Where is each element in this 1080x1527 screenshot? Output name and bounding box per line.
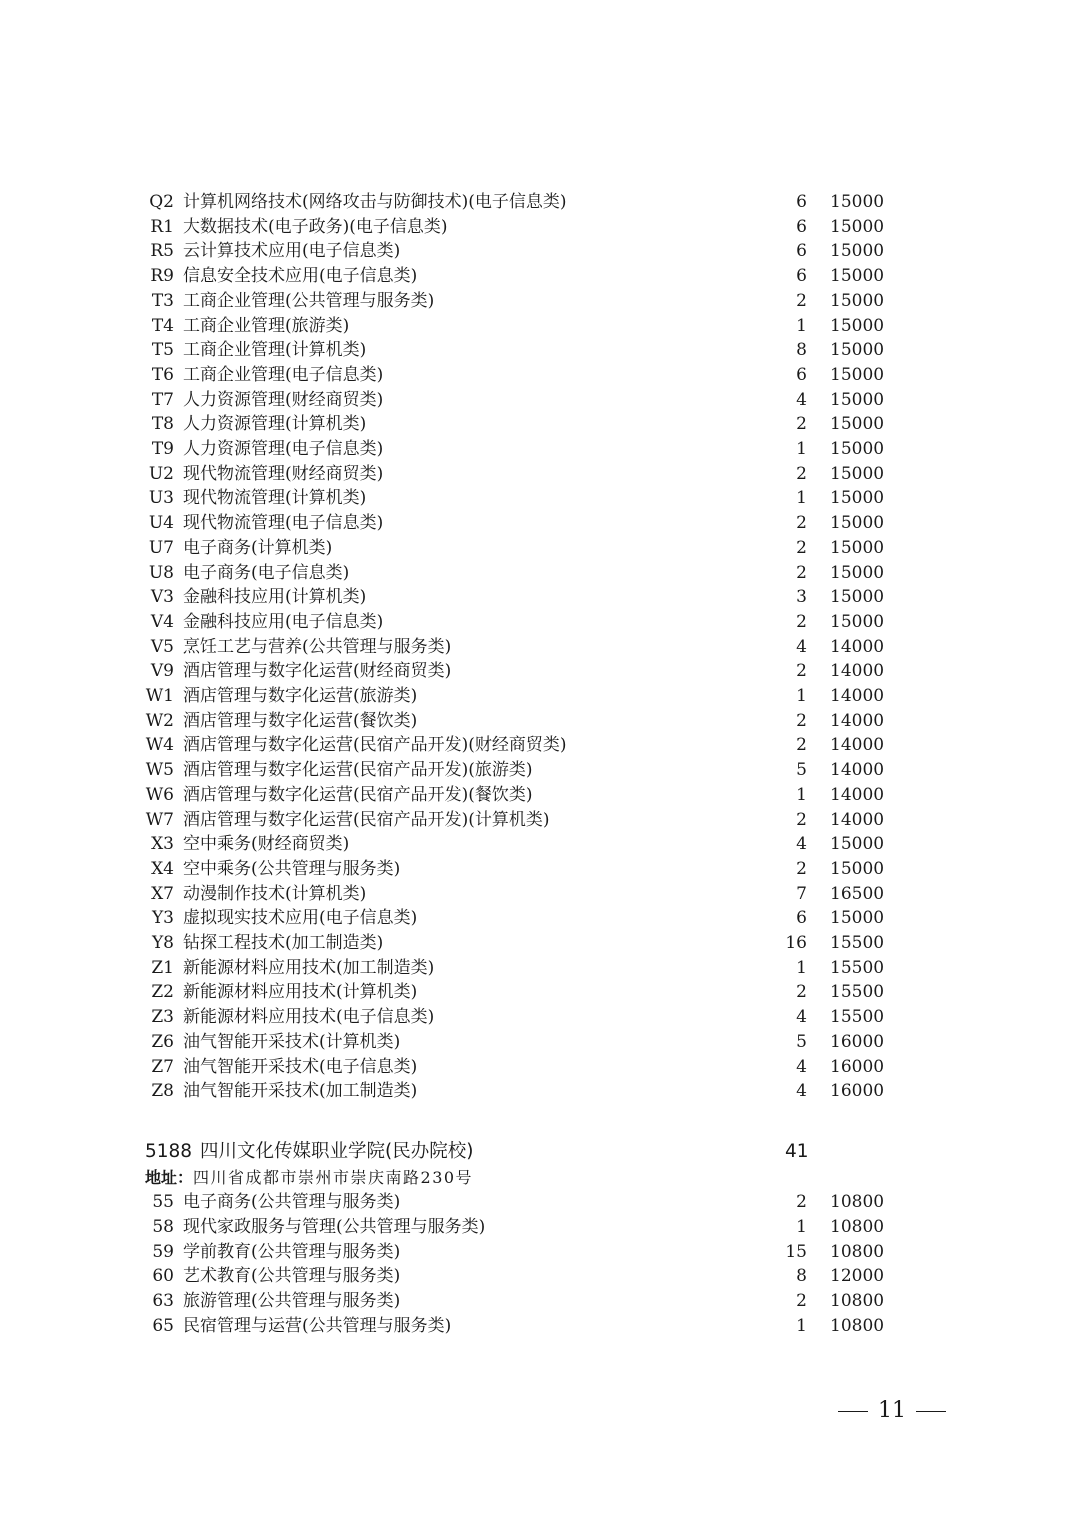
program-name: 旅游管理(公共管理与服务类) — [183, 1291, 401, 1312]
program-name: 钻探工程技术(加工制造类) — [183, 933, 384, 953]
program-code: 65 — [152, 1316, 174, 1336]
program-row — [0, 437, 1080, 462]
program-row — [0, 585, 1080, 610]
program-name: 油气智能开采技术(计算机类) — [183, 1031, 401, 1052]
program-row — [0, 289, 1080, 314]
program-count: 7 — [796, 883, 807, 904]
program-count: 6 — [796, 216, 807, 237]
program-count: 2 — [796, 463, 807, 484]
program-code: W6 — [145, 784, 174, 805]
program-row — [0, 338, 1080, 363]
program-fee: 14000 — [830, 661, 885, 682]
program-fee: 14000 — [830, 760, 885, 781]
program-fee: 16000 — [830, 1081, 885, 1102]
program-name: 新能源材料应用技术(计算机类) — [183, 982, 418, 1003]
program-code: Z3 — [151, 1007, 174, 1028]
program-fee: 15000 — [830, 537, 885, 558]
program-row — [0, 1215, 1080, 1240]
page-dash-right — [916, 1411, 946, 1412]
program-name: 现代家政服务与管理(公共管理与服务类) — [183, 1216, 486, 1237]
program-code: U8 — [148, 562, 174, 583]
program-row — [0, 659, 1080, 684]
program-fee: 12000 — [830, 1266, 885, 1287]
program-row — [0, 635, 1080, 660]
program-count: 5 — [796, 1031, 807, 1052]
program-count: 3 — [796, 587, 807, 608]
program-count: 6 — [796, 266, 807, 287]
program-fee: 15000 — [830, 858, 885, 879]
program-code: R5 — [150, 241, 174, 262]
program-row — [0, 363, 1080, 388]
program-code: W2 — [145, 710, 174, 731]
school-address — [145, 1166, 473, 1190]
program-name: 学前教育(公共管理与服务类) — [183, 1241, 401, 1262]
program-code: U7 — [148, 537, 174, 558]
program-row — [0, 882, 1080, 907]
program-row — [0, 857, 1080, 882]
program-code: 63 — [152, 1291, 174, 1312]
program-name: 新能源材料应用技术(电子信息类) — [183, 1007, 435, 1028]
program-code: X3 — [151, 834, 174, 855]
program-fee: 10800 — [830, 1291, 885, 1312]
program-count: 6 — [796, 192, 807, 212]
program-code: V3 — [150, 587, 174, 608]
program-name: 电子商务(计算机类) — [183, 537, 333, 558]
program-row — [0, 783, 1080, 808]
program-name: 工商企业管理(电子信息类) — [183, 364, 384, 385]
program-code: 59 — [152, 1241, 174, 1262]
program-fee: 14000 — [830, 784, 885, 805]
program-code: Z6 — [151, 1031, 174, 1052]
program-code: V4 — [150, 611, 174, 632]
program-code: W5 — [145, 760, 174, 781]
program-code: Z7 — [151, 1056, 174, 1077]
program-code: R9 — [150, 266, 174, 287]
program-count: 2 — [796, 1192, 807, 1212]
program-row — [0, 906, 1080, 931]
program-name: 电子商务(电子信息类) — [183, 562, 350, 583]
program-code: V5 — [150, 636, 174, 657]
program-fee: 15000 — [830, 389, 885, 410]
program-count: 2 — [796, 611, 807, 632]
program-count: 4 — [796, 1081, 807, 1102]
program-code: T3 — [151, 290, 174, 311]
program-fee: 15000 — [830, 439, 885, 459]
program-fee: 15000 — [830, 513, 885, 534]
program-count: 6 — [796, 241, 807, 262]
program-row — [0, 1079, 1080, 1104]
program-row — [0, 215, 1080, 240]
program-code: R1 — [150, 216, 174, 237]
program-name: 酒店管理与数字化运营(民宿产品开发)(计算机类) — [183, 809, 550, 830]
program-row — [0, 709, 1080, 734]
program-row — [0, 1055, 1080, 1080]
program-fee: 14000 — [830, 636, 885, 657]
program-fee: 14000 — [830, 710, 885, 731]
program-count: 2 — [796, 809, 807, 830]
program-count: 1 — [796, 488, 807, 509]
program-fee: 15000 — [830, 315, 885, 336]
program-name: 空中乘务(公共管理与服务类) — [183, 858, 401, 879]
program-fee: 15500 — [830, 982, 885, 1003]
program-row — [0, 980, 1080, 1005]
program-name: 酒店管理与数字化运营(民宿产品开发)(财经商贸类) — [183, 735, 567, 756]
program-code: U2 — [148, 463, 174, 484]
program-name: 酒店管理与数字化运营(财经商贸类) — [183, 661, 452, 682]
program-row — [0, 412, 1080, 437]
program-name: 人力资源管理(计算机类) — [183, 414, 367, 435]
program-name: 油气智能开采技术(电子信息类) — [183, 1056, 418, 1077]
program-row — [0, 956, 1080, 981]
program-name: 现代物流管理(电子信息类) — [183, 513, 384, 534]
program-fee: 15000 — [830, 611, 885, 632]
program-fee: 15000 — [830, 216, 885, 237]
program-code: T6 — [151, 364, 174, 385]
program-count: 2 — [796, 735, 807, 756]
program-name: 现代物流管理(财经商贸类) — [183, 463, 384, 484]
program-name: 新能源材料应用技术(加工制造类) — [183, 957, 435, 978]
program-count: 2 — [796, 661, 807, 682]
program-fee: 15000 — [830, 340, 885, 361]
program-row — [0, 733, 1080, 758]
program-count: 1 — [796, 784, 807, 805]
program-fee: 15000 — [830, 241, 885, 262]
program-row — [0, 684, 1080, 709]
program-fee: 15000 — [830, 587, 885, 608]
program-count: 2 — [796, 414, 807, 435]
program-row — [0, 1005, 1080, 1030]
program-row — [0, 536, 1080, 561]
program-name: 大数据技术(电子政务)(电子信息类) — [183, 216, 448, 237]
program-row — [0, 1240, 1080, 1265]
program-name: 工商企业管理(计算机类) — [183, 340, 367, 361]
school-code: 5188 — [145, 1141, 193, 1162]
program-count: 2 — [796, 982, 807, 1003]
program-code: Z1 — [151, 957, 174, 978]
program-code: U4 — [148, 513, 174, 534]
program-count: 2 — [796, 858, 807, 879]
program-code: W4 — [145, 735, 174, 756]
program-row — [0, 931, 1080, 956]
program-row — [0, 610, 1080, 635]
program-code: T7 — [151, 389, 174, 410]
page-dash-left — [838, 1411, 868, 1412]
program-row — [0, 190, 1080, 215]
address-text: 四川省成都市崇州市崇庆南路230号 — [193, 1168, 474, 1187]
program-count: 2 — [796, 290, 807, 311]
program-code: W1 — [145, 686, 174, 706]
program-name: 油气智能开采技术(加工制造类) — [183, 1081, 418, 1102]
program-name: 酒店管理与数字化运营(旅游类) — [183, 686, 418, 706]
program-count: 5 — [796, 760, 807, 781]
program-count: 1 — [796, 686, 807, 706]
program-row — [0, 808, 1080, 833]
program-name: 民宿管理与运营(公共管理与服务类) — [183, 1316, 452, 1336]
program-fee: 10800 — [830, 1241, 885, 1262]
program-row — [0, 462, 1080, 487]
program-name: 酒店管理与数字化运营(餐饮类) — [183, 710, 418, 731]
program-fee: 15000 — [830, 414, 885, 435]
program-fee: 16000 — [830, 1031, 885, 1052]
program-count: 1 — [796, 315, 807, 336]
program-code: U3 — [148, 488, 174, 509]
program-count: 2 — [796, 513, 807, 534]
program-count: 4 — [796, 834, 807, 855]
program-name: 电子商务(公共管理与服务类) — [183, 1192, 401, 1212]
program-code: 55 — [152, 1192, 174, 1212]
program-fee: 14000 — [830, 735, 885, 756]
program-name: 现代物流管理(计算机类) — [183, 488, 367, 509]
program-fee: 15500 — [830, 933, 885, 953]
program-fee: 10800 — [830, 1192, 885, 1212]
program-name: 工商企业管理(旅游类) — [183, 315, 350, 336]
program-fee: 15000 — [830, 266, 885, 287]
program-count: 2 — [796, 710, 807, 731]
program-count: 1 — [796, 957, 807, 978]
program-count: 2 — [796, 562, 807, 583]
program-name: 工商企业管理(公共管理与服务类) — [183, 290, 435, 311]
program-code: 58 — [152, 1216, 174, 1237]
program-code: X4 — [151, 858, 174, 879]
program-fee: 16500 — [830, 883, 885, 904]
program-row — [0, 1264, 1080, 1289]
program-fee: 15000 — [830, 562, 885, 583]
program-name: 金融科技应用(电子信息类) — [183, 611, 384, 632]
program-row — [0, 264, 1080, 289]
program-fee: 15500 — [830, 957, 885, 978]
school-name: 四川文化传媒职业学院(民办院校) — [200, 1141, 474, 1162]
program-fee: 15000 — [830, 364, 885, 385]
program-count: 16 — [785, 933, 807, 953]
program-fee: 15000 — [830, 290, 885, 311]
program-fee: 15000 — [830, 488, 885, 509]
program-row — [0, 511, 1080, 536]
program-count: 6 — [796, 908, 807, 929]
program-name: 人力资源管理(财经商贸类) — [183, 389, 384, 410]
program-count: 1 — [796, 1316, 807, 1336]
program-row — [0, 1289, 1080, 1314]
program-fee: 15500 — [830, 1007, 885, 1028]
program-row — [0, 314, 1080, 339]
program-name: 虚拟现实技术应用(电子信息类) — [183, 908, 418, 929]
program-fee: 15000 — [830, 834, 885, 855]
address-label: 地址： — [145, 1168, 194, 1187]
program-count: 4 — [796, 1056, 807, 1077]
program-count: 1 — [796, 1216, 807, 1237]
program-code: V9 — [150, 661, 174, 682]
program-row — [0, 758, 1080, 783]
program-code: Y3 — [151, 908, 174, 929]
program-count: 1 — [796, 439, 807, 459]
program-name: 信息安全技术应用(电子信息类) — [183, 266, 418, 287]
program-fee: 14000 — [830, 686, 885, 706]
program-fee: 15000 — [830, 192, 885, 212]
school-total-count: 41 — [785, 1141, 809, 1162]
program-name: 酒店管理与数字化运营(民宿产品开发)(旅游类) — [183, 760, 533, 781]
program-code: 60 — [152, 1266, 174, 1287]
program-code: X7 — [151, 883, 174, 904]
program-code: T8 — [151, 414, 174, 435]
program-fee: 10800 — [830, 1316, 885, 1336]
program-fee: 14000 — [830, 809, 885, 830]
program-count: 4 — [796, 389, 807, 410]
program-row — [0, 561, 1080, 586]
program-count: 8 — [796, 1266, 807, 1287]
page-number — [838, 1396, 946, 1426]
school-header — [0, 1138, 1080, 1166]
program-row — [0, 486, 1080, 511]
program-count: 4 — [796, 1007, 807, 1028]
program-code: T4 — [151, 315, 174, 336]
program-row — [0, 239, 1080, 264]
program-code: T5 — [151, 340, 174, 361]
program-count: 2 — [796, 537, 807, 558]
program-code: Q2 — [149, 192, 174, 212]
program-name: 酒店管理与数字化运营(民宿产品开发)(餐饮类) — [183, 784, 533, 805]
program-count: 15 — [785, 1241, 807, 1262]
program-fee: 10800 — [830, 1216, 885, 1237]
program-name: 空中乘务(财经商贸类) — [183, 834, 350, 855]
program-count: 8 — [796, 340, 807, 361]
program-name: 金融科技应用(计算机类) — [183, 587, 367, 608]
program-fee: 15000 — [830, 908, 885, 929]
program-row — [0, 1314, 1080, 1339]
program-code: W7 — [145, 809, 174, 830]
program-row — [0, 388, 1080, 413]
program-code: Y8 — [151, 933, 174, 953]
program-count: 6 — [796, 364, 807, 385]
program-code: T9 — [151, 439, 174, 459]
program-row — [0, 832, 1080, 857]
program-name: 云计算技术应用(电子信息类) — [183, 241, 401, 262]
program-row — [0, 1190, 1080, 1215]
program-name: 计算机网络技术(网络攻击与防御技术)(电子信息类) — [183, 192, 567, 212]
program-fee: 15000 — [830, 463, 885, 484]
program-fee: 16000 — [830, 1056, 885, 1077]
program-name: 人力资源管理(电子信息类) — [183, 439, 384, 459]
program-name: 动漫制作技术(计算机类) — [183, 883, 367, 904]
program-count: 2 — [796, 1291, 807, 1312]
program-name: 艺术教育(公共管理与服务类) — [183, 1266, 401, 1287]
program-name: 烹饪工艺与营养(公共管理与服务类) — [183, 636, 452, 657]
program-code: Z2 — [151, 982, 174, 1003]
page-number-value: 11 — [878, 1398, 906, 1423]
program-row — [0, 1030, 1080, 1055]
program-count: 4 — [796, 636, 807, 657]
program-code: Z8 — [151, 1081, 174, 1102]
